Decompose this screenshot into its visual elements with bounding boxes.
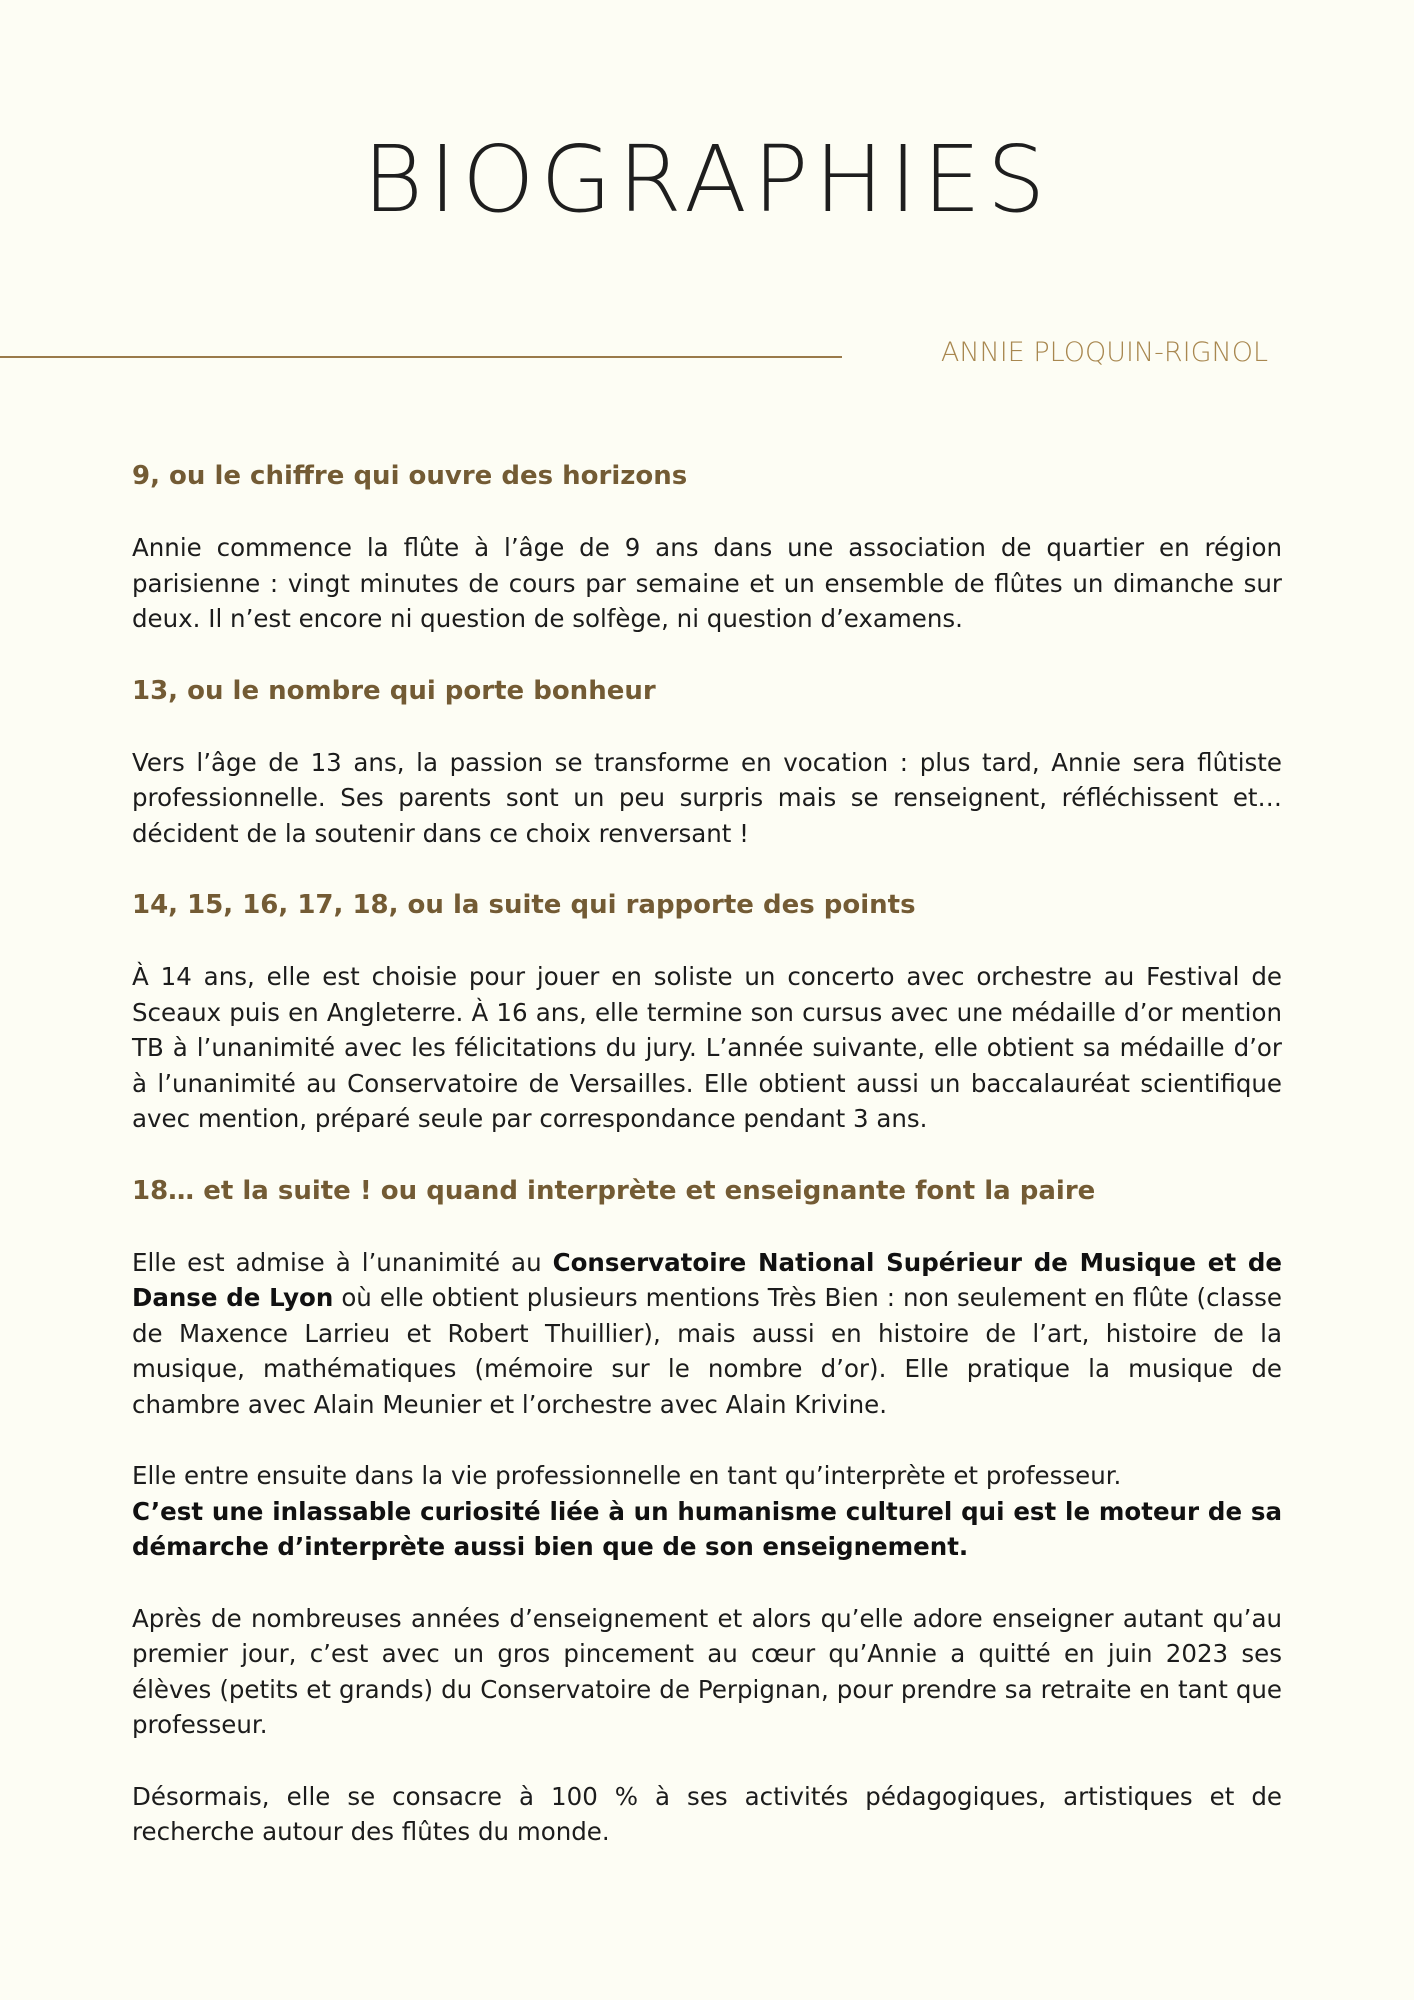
professional-life-text: Elle entre ensuite dans la vie professionnelle en tant qu’interprète et professeur. — [132, 1461, 1122, 1490]
paragraph-text-after: où elle obtient plusieurs mentions Très Bien : non seulement en flûte (classe de Maxence Larrieu et Robert Thuillier), mais aussi en histoire de l’art, histoire de la musique, mathématiques (mémoire sur le nombre d’or). Elle pratique la musique de chambre avec Alain Meunier et l’orchestre avec Alain Krivine. — [132, 1283, 1282, 1419]
section-paragraph-age-9: Annie commence la flûte à l’âge de 9 ans dans une association de quartier en région parisienne : vingt minutes de cours par semaine et un ensemble de flûtes un dimanche sur deux. Il n’est encore ni question de solfège, ni question d’examens. — [132, 533, 1282, 633]
section-paragraph-age-14-18: À 14 ans, elle est choisie pour jouer en soliste un concerto avec orchestre au Festival de Sceaux puis en Angleterre. À 16 ans, elle termine son cursus avec une médaille d’or mention TB à l’unanimité avec les félicitations du jury. L’année suivante, elle obtient sa médaille d’or à l’unanimité au Conservatoire de Versailles. Elle obtient aussi un baccalauréat scientifique avec mention, préparé seule par correspondance pendant 3 ans. — [132, 962, 1282, 1133]
section-heading-age-18-plus: 18… et la suite ! ou quand interprète et enseignante font la paire — [132, 1175, 1096, 1206]
section-paragraph-professional — [132, 1458, 1282, 1565]
section-paragraph-retirement: Après de nombreuses années d’enseignement et alors qu’elle adore enseigner autant qu’au premier jour, c’est avec un gros pincement au cœur qu’Annie a quitté en juin 2023 ses élèves (petits et grands) du Conservatoire de Perpignan, pour prendre sa retraite en tant que professeur. — [132, 1603, 1282, 1739]
divider-line — [0, 356, 842, 358]
section-heading-age-13: 13, ou le nombre qui porte bonheur — [132, 675, 656, 706]
author-name: ANNIE PLOQUIN-RIGNOL — [940, 337, 1268, 368]
conservatoire-name: Conservatoire National Supérieur de Musique et de Danse de Lyon — [132, 1247, 1282, 1312]
section-paragraph-conservatoire — [132, 1245, 1282, 1423]
section-paragraph-activities: Désormais, elle se consacre à 100 % à ses activités pédagogiques, artistiques et de recherche autour des flûtes du monde. — [132, 1781, 1282, 1846]
section-paragraph-age-13: Vers l’âge de 13 ans, la passion se transforme en vocation : plus tard, Annie sera flûtiste professionnelle. Ses parents sont un peu surpris mais se renseignent, réfléchissent et… décident de la soutenir dans ce choix renversant ! — [132, 747, 1282, 848]
page-title: BIOGRAPHIES — [362, 126, 1052, 233]
section-heading-age-14-18: 14, 15, 16, 17, 18, ou la suite qui rapporte des points — [132, 890, 916, 920]
section-heading-age-9: 9, ou le chiffre qui ouvre des horizons — [132, 461, 688, 491]
biography-content — [132, 458, 1282, 1886]
paragraph-text-before: Elle est admise à l’unanimité au — [132, 1247, 553, 1277]
curiosity-statement: C’est une inlassable curiosité liée à un humanisme culturel qui est le moteur de sa démarche d’interprète aussi bien que de son enseignement. — [132, 1496, 1282, 1561]
